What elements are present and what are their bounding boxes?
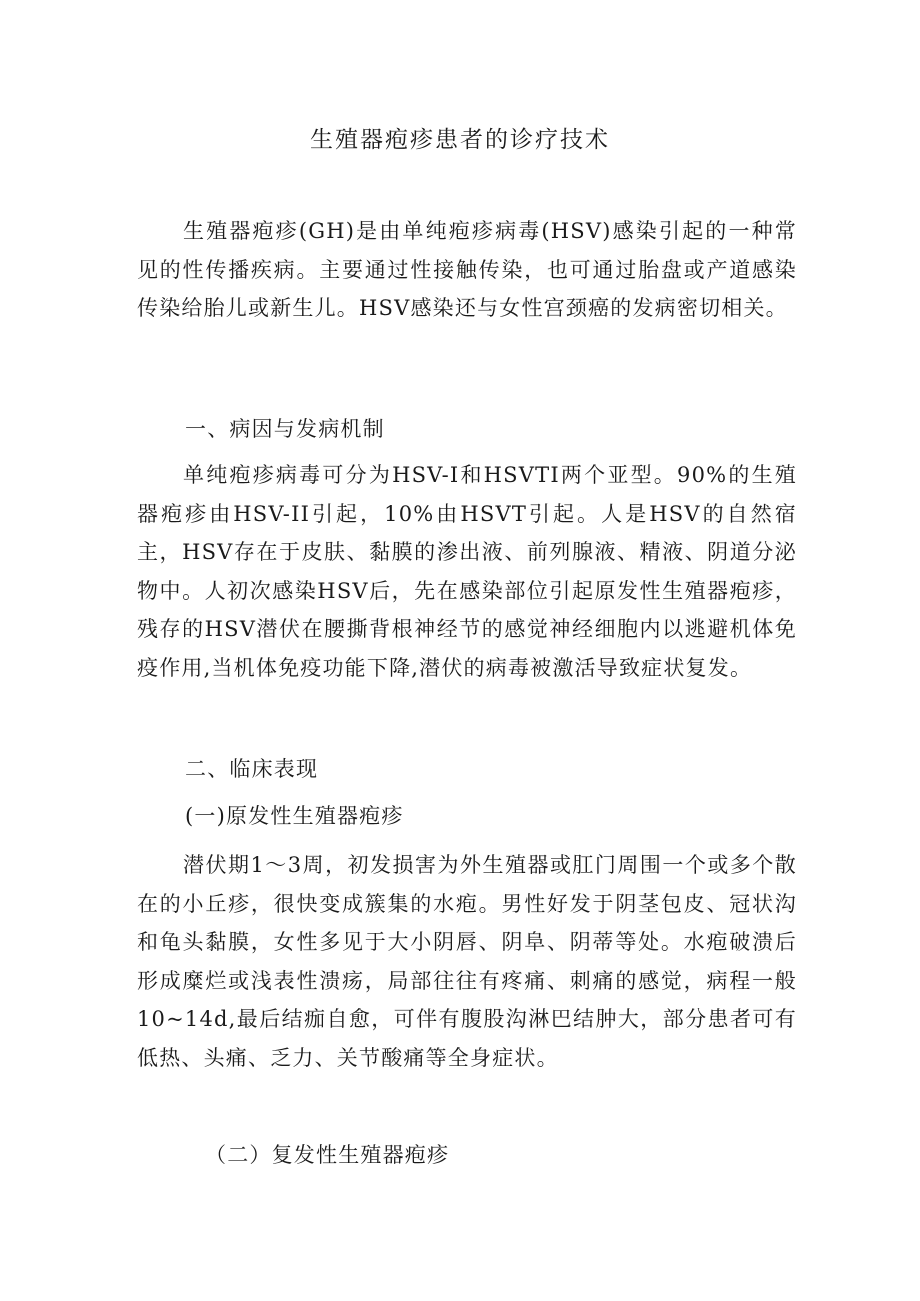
- section-2-heading: 二、临床表现: [185, 757, 319, 781]
- page-title: 生殖器疱疹患者的诊疗技术: [310, 127, 610, 153]
- subsection-1-heading: (一)原发性生殖器疱疹: [185, 804, 404, 828]
- subsection-2-heading: （二）复发性生殖器疱疹: [205, 1143, 450, 1167]
- section-1-paragraph: 单纯疱疹病毒可分为HSV-I和HSVTI两个亚型。90%的生殖器疱疹由HSV-II引起，10%由HSVT引起。人是HSV的自然宿主，HSV存在于皮肤、黏膜的渗出液、前列腺液、精液、阴道分泌物中。人初次感染HSV后，先在感染部位引起原发性生殖器疱疹，残存的HSV潜伏在腰撕背根神经节的感觉神经细胞内以逃避机体免疫作用,当机体免疫功能下降,潜伏的病毒被激活导致症状复发。: [137, 463, 797, 680]
- subsection-1-paragraph: 潜伏期1～3周，初发损害为外生殖器或肛门周围一个或多个散在的小丘疹，很快变成簇集的水疱。男性好发于阴茎包皮、冠状沟和龟头黏膜，女性多见于大小阴唇、阴阜、阴蒂等处。水疱破溃后形成糜烂或浅表性溃疡，局部往往有疼痛、刺痛的感觉，病程一般10~14d,最后结痂自愈，可伴有腹股沟淋巴结肿大，部分患者可有低热、头痛、乏力、关节酸痛等全身症状。: [137, 853, 797, 1070]
- section-1-heading: 一、病因与发病机制: [185, 417, 385, 441]
- intro-paragraph: 生殖器疱疹(GH)是由单纯疱疹病毒(HSV)感染引起的一种常见的性传播疾病。主要通过性接触传染，也可通过胎盘或产道感染传染给胎儿或新生儿。HSV感染还与女性宫颈癌的发病密切相关。: [137, 219, 797, 320]
